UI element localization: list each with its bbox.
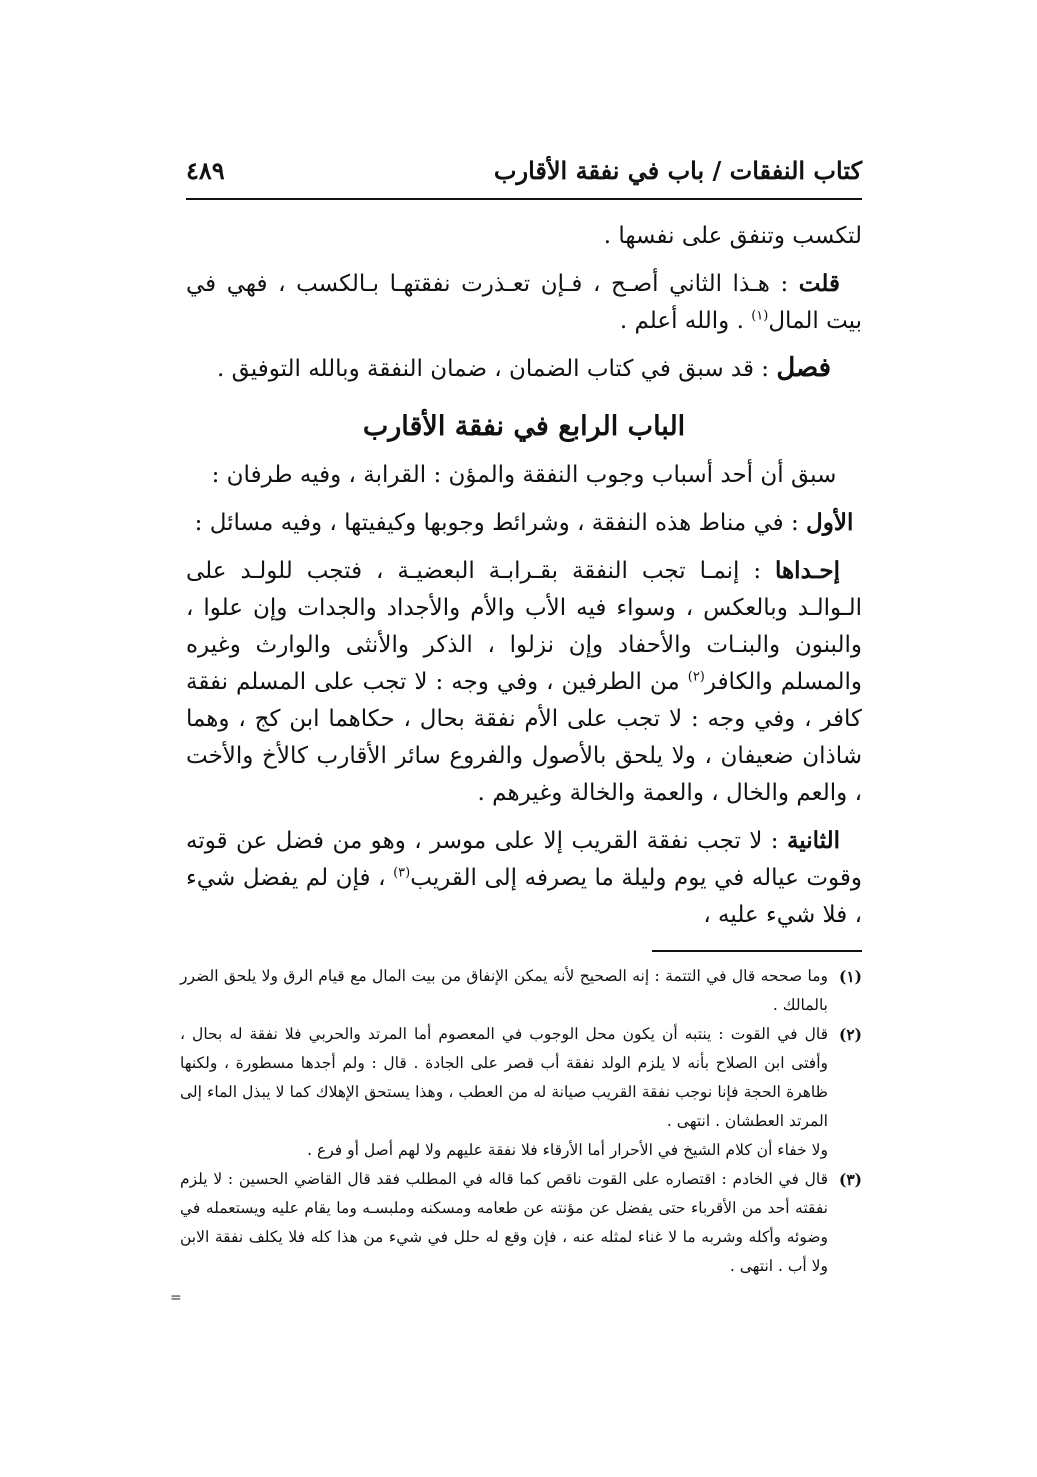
paragraph-first-part: الأول : في مناط هذه النفقة ، وشرائط وجوبها وكيفيتها ، وفيه مسائل : — [194, 509, 854, 536]
footnote-marker: (١) — [838, 967, 862, 986]
footnote-text: وما صححه قال في التتمة : إنه الصحيح لأنه يمكن الإنفاق من بيت المال مع قيام الرق ولا يلحق الضرر بالمالك . — [180, 967, 828, 1014]
run-in-heading: الثانية — [786, 827, 840, 854]
run-in-heading: الأول — [806, 509, 854, 536]
footnote-rule — [652, 950, 862, 952]
chapter-title: الباب الرابع في نفقة الأقارب — [362, 411, 686, 442]
footnote-2-continuation: ولا خفاء أن كلام الشيخ في الأحرار أما الأرقاء فلا نفقة عليهم ولا لهم أصل أو فرع . — [307, 1141, 828, 1159]
paragraph-issue-2: الثانية : لا تجب نفقة القريب إلا على موسر ، وهو من فضل عن قوته وقوت عياله في يوم وليلة ما يصرفه إلى القريب$^{(٣)}$ ، فإن لم يفضل شيء ، فلا شيء عليه ، — [186, 827, 863, 928]
continuation-mark: = — [170, 1290, 182, 1306]
paragraph-fasl: فصل : قد سبق في كتاب الضمان ، ضمان النفقة وبالله التوفيق . — [216, 353, 832, 383]
footnote-ref-3[interactable]: (٣) — [393, 865, 411, 881]
footnote-ref-1[interactable]: (١) — [751, 308, 769, 324]
page-number: ٤٨٩ — [186, 156, 225, 185]
footnote-text: قال في القوت : ينتبه أن يكون محل الوجوب في المعصوم أما المرتد والحربي فلا نفقة له بحال ، وأفتى ابن الصلاح بأنه لا يلزم الولد نفقة أب قصر على الجادة . قال : ولم أجدها مسطورة ، ولكنها ظاهرة الحجة فإنا نوجب نفقة القريب صيانة له من العطب ، وهذا يستحق الإهلاك كما لا يبذل الماء إلى المرتد العطشان . انتهى . — [180, 1025, 828, 1130]
main-text — [186, 218, 862, 944]
paragraph-continuation: لتكسب وتنفق على نفسها . — [603, 223, 862, 249]
paragraph-issue-1: إحـداها : إنمـا تجب النفقة بقـرابـة البعضيـة ، فتجب للولـد على الـوالـد وبالعكس ، وسواء فيه الأب والأم والأجداد والجدات وإن علوا ، والبنون والبنـات والأحفاد وإن نزلوا ، الذكر والأنثى والوارث وغيره والمسلم والكافر$^{(٢)}$ من الطرفين ، وفي وجه : لا تجب على المسلم نفقة كافر ، وفي وجه : لا تجب على الأم نفقة بحال ، حكاهما ابن كج ، وهما شاذان ضعيفان ، ولا يلحق بالأصول والفروع سائر الأقارب كالأخ والأخت ، والعم والخال ، والعمة والخالة وغيرهم . — [186, 557, 862, 806]
footnotes — [180, 962, 862, 1281]
run-in-heading: إحـداها — [775, 557, 840, 584]
footnote-3 — [180, 1165, 862, 1281]
header-title: كتاب النفقات / باب في نفقة الأقارب — [493, 156, 862, 185]
run-in-heading: قلت — [798, 270, 840, 297]
footnote-marker: (٢) — [838, 1025, 862, 1044]
header-rule — [186, 198, 862, 200]
chapter-intro: سبق أن أحد أسباب وجوب النفقة والمؤن : القرابة ، وفيه طرفان : — [211, 462, 837, 488]
footnote-ref-2[interactable]: (٢) — [687, 669, 705, 685]
footnote-2 — [180, 1020, 862, 1136]
footnote-1 — [180, 962, 862, 1020]
paragraph-qultu: قلت : هـذا الثاني أصـح ، فـإن تعـذرت نفقتهـا بـالكسب ، فهي في بيت المال$^{(١)}$ . والله أعلم . — [186, 270, 862, 334]
running-header — [186, 150, 862, 194]
footnote-text: قال في الخادم : اقتصاره على القوت ناقص كما قاله في المطلب فقد قال القاضي الحسين : لا يلزم نفقته أحد من الأقرباء حتى يفضل عن مؤنته عن طعامه ومسكنه وملبسـه وما يقام عليه ويستعمله في وضوئه وأكله وشربه ما لا غناء لمثله عنه ، فإن وقع له حلل في شيء من هذا كله فلا يكلف نفقة الابن ولا أب . انتهى . — [180, 1170, 828, 1275]
run-in-heading: فصل — [776, 353, 832, 383]
footnote-marker: (٣) — [838, 1170, 862, 1189]
